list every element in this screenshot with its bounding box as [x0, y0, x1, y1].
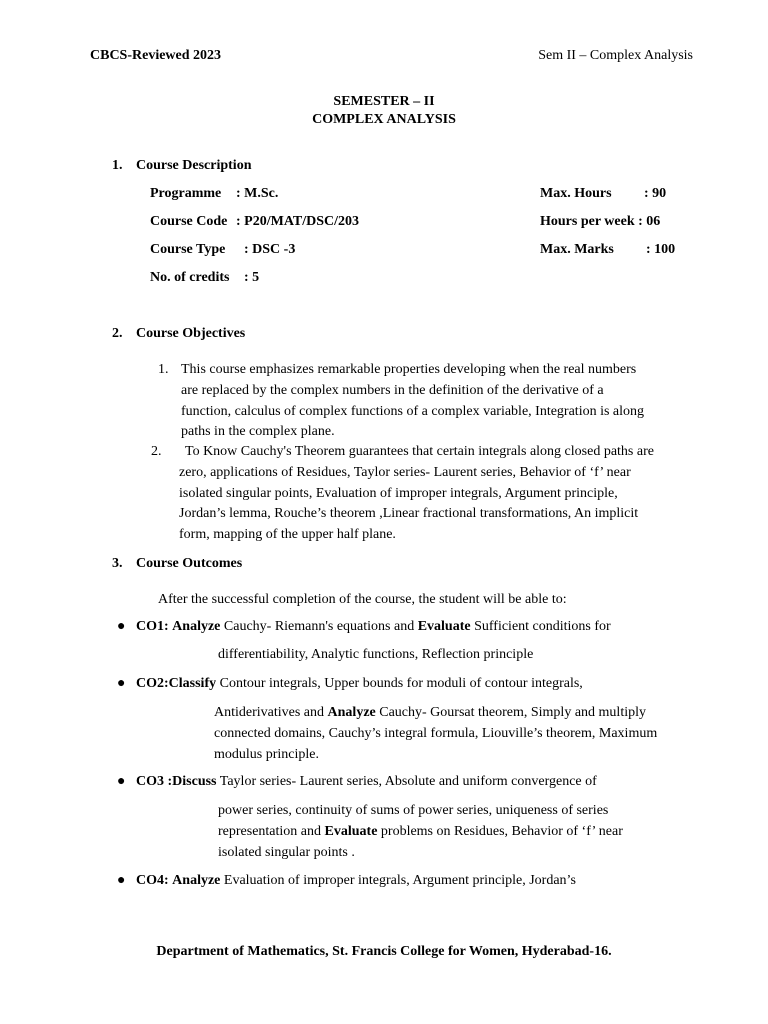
section-number: 3. [112, 556, 123, 571]
course-type-row [150, 242, 295, 258]
footer: Department of Mathematics, St. Francis College for Women, Hyderabad-16. [156, 944, 612, 959]
max-hours-value: : 90 [644, 186, 667, 201]
objective-number: 1. [158, 362, 169, 377]
co3-line3 [218, 822, 623, 843]
co2-block [214, 703, 657, 765]
co2-line4: modulus principle. [214, 746, 319, 762]
programme-row [150, 186, 278, 202]
section-heading: Course Objectives [136, 326, 246, 341]
bullet-icon: ● [117, 873, 126, 888]
co3-code: CO3 :Discuss [136, 774, 217, 789]
programme-value: : M.Sc. [236, 186, 279, 201]
co2-line1 [136, 676, 583, 692]
course-type-value: : DSC -3 [244, 242, 296, 257]
outcomes-intro: After the successful completion of the course, the student will be able to: [158, 592, 567, 607]
co1-text2: Sufficient conditions for [470, 619, 611, 634]
co3-text: problems on Residues, Behavior of ‘f’ near [377, 823, 623, 839]
objective-line: function, calculus of complex functions of a complex variable, Integration is along [181, 403, 645, 419]
header-right: Sem II – Complex Analysis [538, 48, 693, 63]
co1-line1 [136, 619, 611, 635]
bullet-icon: ● [117, 676, 126, 691]
objective-line: This course emphasizes remarkable properties developing when the real numbers [181, 362, 637, 377]
title-course: COMPLEX ANALYSIS [312, 112, 456, 127]
max-hours-row [540, 186, 666, 202]
objective-item-1 [158, 360, 741, 443]
co3-text: Taylor series- Laurent series, Absolute and uniform convergence of [216, 774, 597, 789]
co2-text: Contour integrals, Upper bounds for moduli of contour integrals, [216, 676, 583, 691]
co2-line2 [214, 703, 657, 724]
objective-line: are replaced by the complex numbers in the definition of the derivative of a [181, 382, 604, 398]
section-heading: Course Outcomes [136, 556, 243, 571]
credits-value: : 5 [244, 270, 260, 285]
co3-line1 [136, 774, 597, 790]
section-course-outcomes [112, 556, 242, 572]
course-code-label: Course Code [150, 214, 228, 229]
co1-verb: Analyze [172, 619, 221, 634]
co2-verb: Analyze [327, 705, 376, 720]
credits-row [150, 270, 259, 286]
section-number: 1. [112, 158, 123, 173]
programme-label: Programme [150, 186, 222, 201]
hours-per-week-label: Hours per week [540, 214, 635, 229]
co3-line4: isolated singular points . [218, 844, 355, 860]
co2-code: CO2:Classify [136, 676, 217, 691]
max-marks-value: : 100 [646, 242, 676, 257]
section-course-objectives [112, 326, 245, 342]
co1-code: CO1: [136, 619, 169, 634]
section-course-description [112, 158, 252, 174]
objective-line: paths in the complex plane. [181, 424, 335, 440]
co3-text: representation and [218, 823, 325, 839]
section-heading: Course Description [136, 158, 252, 173]
bullet-icon: ● [117, 774, 126, 789]
co2-text: Antiderivatives and [214, 705, 328, 720]
co1-verb2: Evaluate [417, 619, 471, 634]
header-left: CBCS-Reviewed 2023 [90, 48, 222, 63]
co4-verb: Analyze [172, 873, 221, 888]
objective-line: form, mapping of the upper half plane. [179, 527, 396, 543]
objective-line: To Know Cauchy's Theorem guarantees that certain integrals along closed paths are [185, 444, 654, 459]
max-marks-row [540, 242, 675, 258]
co2-line3: connected domains, Cauchy’s integral formula, Liouville’s theorem, Maximum [214, 725, 658, 741]
objective-number: 2. [151, 444, 162, 459]
hours-per-week-row [540, 214, 660, 230]
max-marks-label: Max. Marks [540, 242, 614, 257]
objective-item-2 [151, 442, 739, 546]
co4-line1 [136, 873, 576, 889]
credits-label: No. of credits [150, 270, 230, 285]
bullet-icon: ● [117, 619, 126, 634]
objective-line: Jordan’s lemma, Rouche’s theorem ,Linear fractional transformations, An implicit [179, 506, 639, 522]
co4-text: Evaluation of improper integrals, Argument principle, Jordan’s [220, 873, 576, 888]
course-code-value: : P20/MAT/DSC/203 [236, 214, 360, 229]
max-hours-label: Max. Hours [540, 186, 612, 201]
co4-code: CO4: [136, 873, 169, 888]
course-code-row [150, 214, 359, 230]
co2-text: Cauchy- Goursat theorem, Simply and multiply [375, 705, 646, 720]
course-type-label: Course Type [150, 242, 226, 257]
objective-line: zero, applications of Residues, Taylor series- Laurent series, Behavior of ‘f’ near [179, 464, 631, 480]
hours-per-week-value: : 06 [638, 214, 661, 229]
co3-block [218, 801, 623, 863]
co1-text: Cauchy- Riemann's equations and [220, 619, 418, 634]
title-semester: SEMESTER – II [333, 94, 435, 109]
section-number: 2. [112, 326, 123, 341]
objective-line: isolated singular points, Evaluation of improper integrals, Argument principle, [179, 485, 618, 501]
co1-line2: differentiability, Analytic functions, Reflection principle [218, 647, 534, 662]
co3-line2: power series, continuity of sums of power series, uniqueness of series [218, 803, 609, 818]
co3-verb: Evaluate [324, 823, 378, 839]
